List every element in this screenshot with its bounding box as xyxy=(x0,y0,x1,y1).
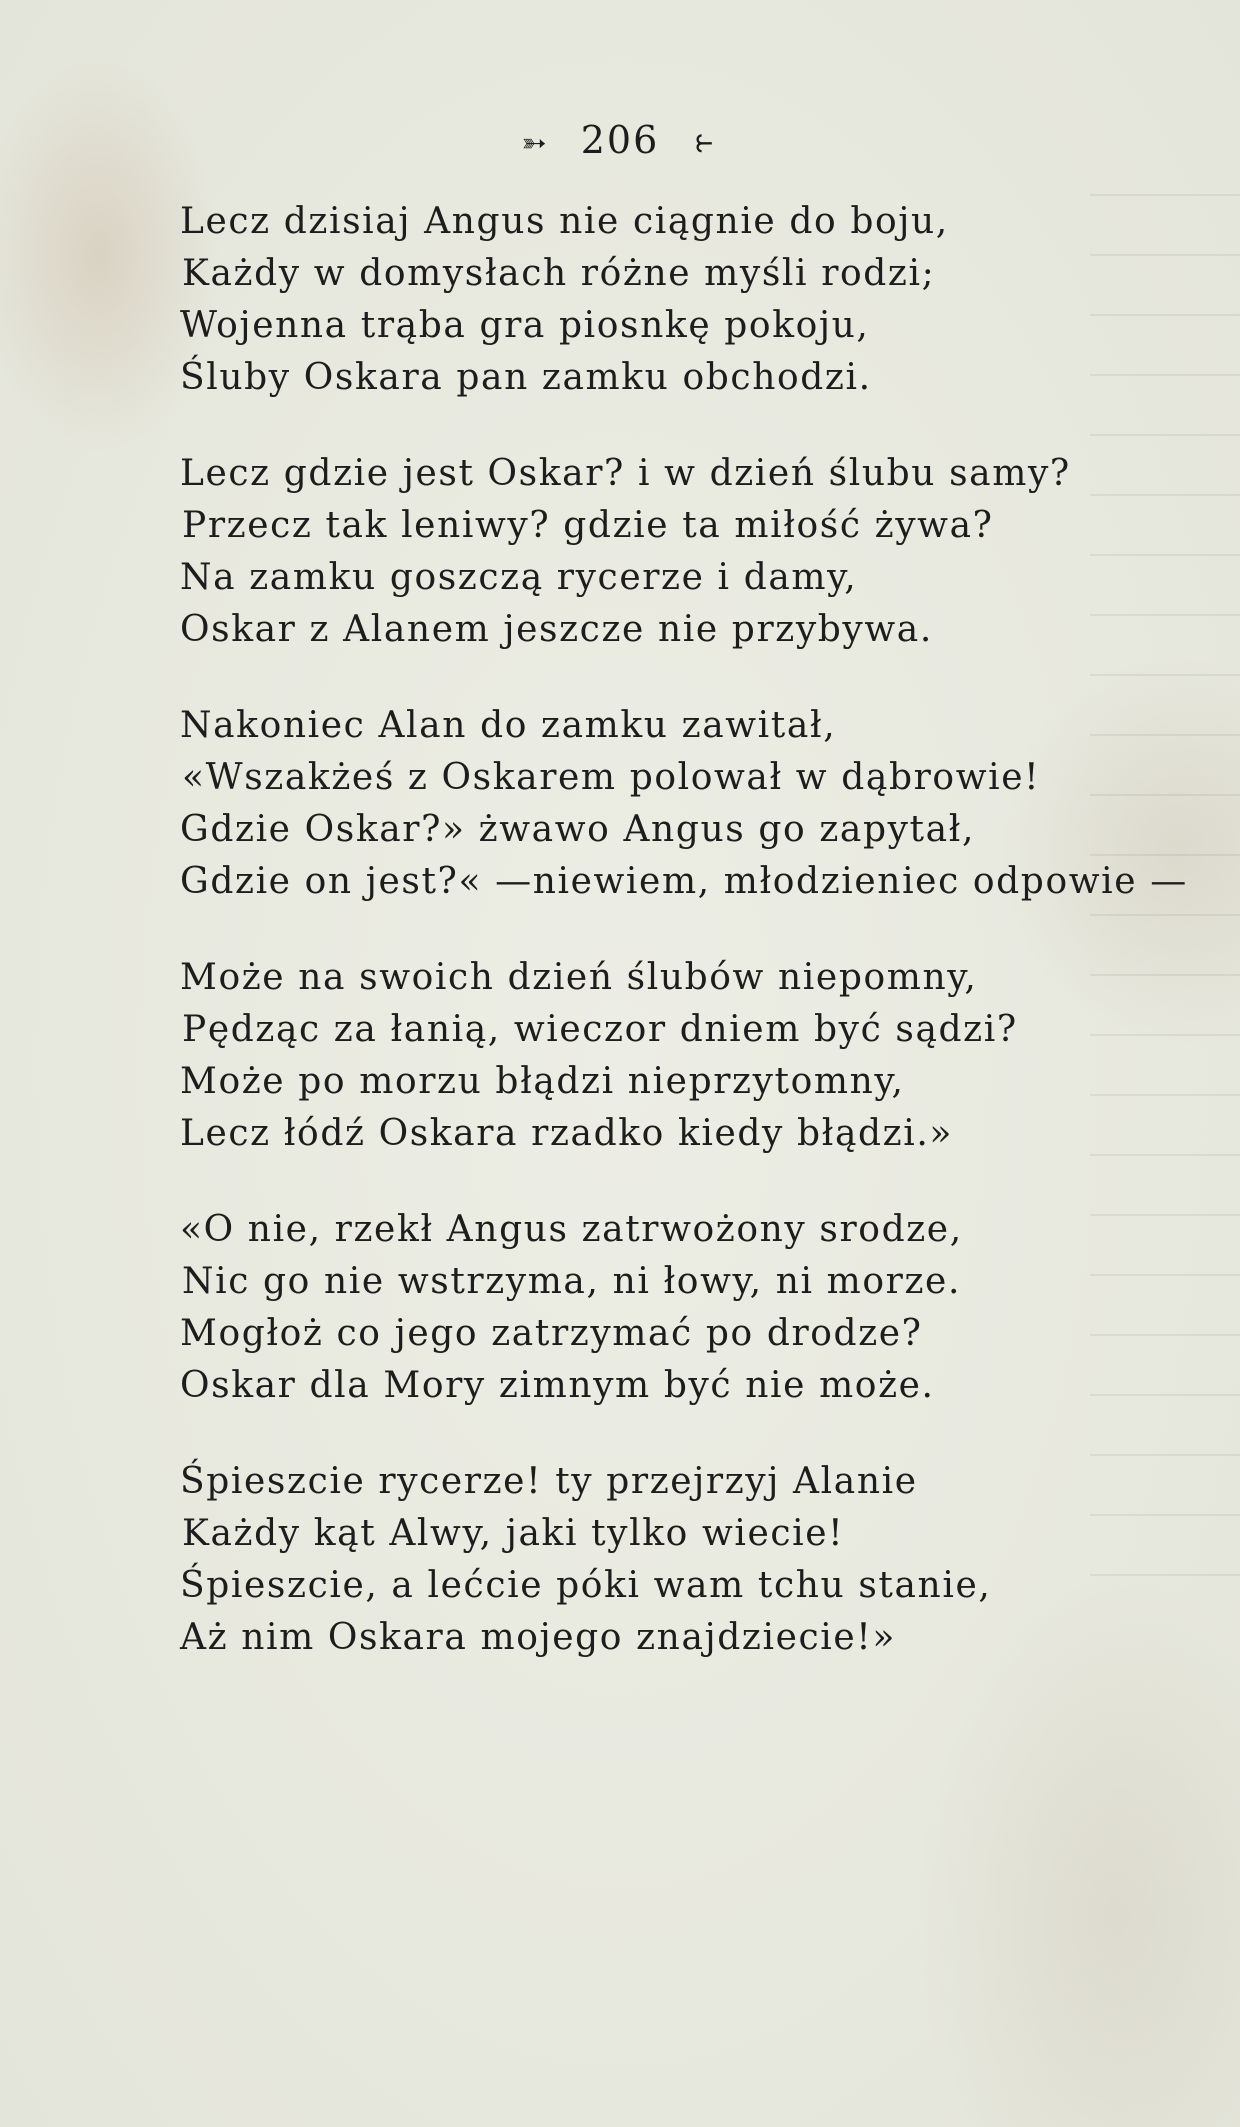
verse-line: Przecz tak leniwy? gdzie ta miłość żywa? xyxy=(182,505,994,546)
verse-line: Oskar dla Mory zimnym być nie może. xyxy=(180,1365,935,1406)
verse-line: Śluby Oskara pan zamku obchodzi. xyxy=(180,357,872,398)
page-number: 206 xyxy=(580,118,660,162)
ornament-left-icon: ➳ xyxy=(521,126,549,161)
verse-line: Lecz łódź Oskara rzadko kiedy błądzi.» xyxy=(180,1113,954,1154)
verse-line: Gdzie Oskar?» żwawo Angus go zapytał, xyxy=(180,809,976,850)
verse-line: Lecz gdzie jest Oskar? i w dzień ślubu samy? xyxy=(180,453,1071,494)
stanza-2 xyxy=(180,448,1180,656)
poem-body xyxy=(180,196,1188,1708)
verse-line: Oskar z Alanem jeszcze nie przybywa. xyxy=(180,609,933,650)
verse-line: Na zamku goszczą rycerze i damy, xyxy=(180,557,858,598)
page-header xyxy=(0,118,1240,162)
verse-line: Śpieszcie rycerze! ty przejrzyj Alanie xyxy=(180,1461,918,1502)
stanza-6 xyxy=(180,1456,1180,1664)
verse-line: Lecz dzisiaj Angus nie ciągnie do boju, xyxy=(180,201,949,242)
verse-line: «O nie, rzekł Angus zatrwożony srodze, xyxy=(180,1209,963,1250)
verse-line: Każdy w domysłach różne myśli rodzi; xyxy=(182,253,936,294)
verse-line: Może po morzu błądzi nieprzytomny, xyxy=(180,1061,905,1102)
verse-line: Nakoniec Alan do zamku zawitał, xyxy=(180,705,837,746)
stanza-5 xyxy=(180,1204,1180,1412)
verse-line: Może na swoich dzień ślubów niepomny, xyxy=(180,957,978,998)
stanza-3 xyxy=(180,700,1188,908)
verse-line: Śpieszcie, a lećcie póki wam tchu stanie, xyxy=(180,1565,992,1606)
verse-line: Każdy kąt Alwy, jaki tylko wiecie! xyxy=(182,1513,845,1554)
verse-line: Pędząc za łanią, wieczor dniem być sądzi? xyxy=(182,1009,1018,1050)
verse-line: Wojenna trąba gra piosnkę pokoju, xyxy=(180,305,870,346)
stanza-1 xyxy=(180,196,1180,404)
stanza-4 xyxy=(180,952,1180,1160)
ornament-right-icon: ⥼ xyxy=(691,126,719,161)
verse-line: Mogłoż co jego zatrzymać po drodze? xyxy=(180,1313,923,1354)
verse-line: Nic go nie wstrzyma, ni łowy, ni morze. xyxy=(182,1261,962,1302)
verse-line: «Wszakżeś z Oskarem polował w dąbrowie! xyxy=(182,757,1041,798)
verse-line: Aż nim Oskara mojego znajdziecie!» xyxy=(180,1617,896,1658)
verse-line: Gdzie on jest?« —niewiem, młodzieniec odpowie — xyxy=(180,861,1188,902)
